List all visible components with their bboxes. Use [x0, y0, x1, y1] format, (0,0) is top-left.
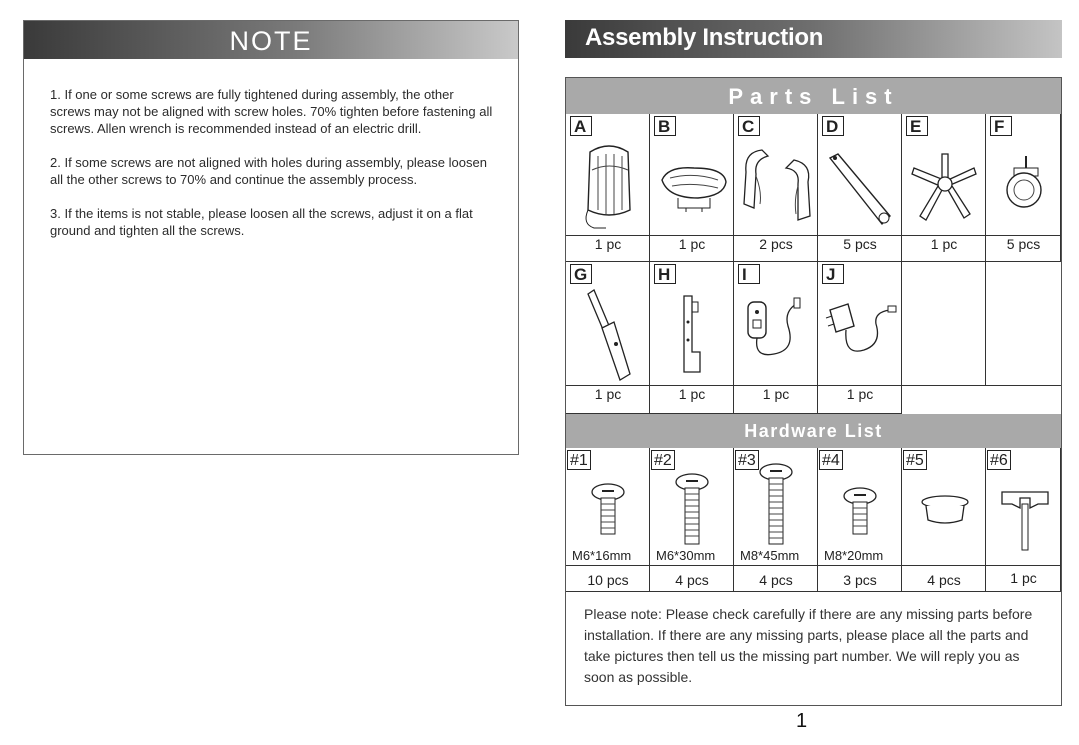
hardware-qty: 1 pc — [1010, 570, 1037, 586]
part-qty: 1 pc — [930, 236, 958, 252]
note-body — [24, 59, 518, 239]
controller-icon — [744, 296, 812, 366]
qty-cell — [650, 566, 734, 592]
allen-wrench-icon — [1000, 486, 1050, 554]
part-cell-a — [566, 114, 650, 252]
parts-panel — [565, 77, 1062, 706]
part-cell-j — [818, 262, 902, 402]
part-cell-e — [902, 114, 986, 252]
long-screw-icon — [758, 462, 794, 548]
part-qty: 5 pcs — [843, 236, 877, 252]
part-qty: 1 pc — [762, 386, 790, 402]
hardware-qty: 10 pcs — [587, 572, 629, 588]
short-screw-icon — [590, 482, 626, 538]
note-item-1: 1. If one or some screws are fully tightened during assembly, the other screws may not be aligned with screw holes. 70% tighten before fastening all screws. Allen wrench is recommended instead of an electric drill. — [50, 87, 493, 136]
assembly-header — [565, 20, 1062, 58]
qty-cell — [566, 566, 650, 592]
note-item-3: 3. If the items is not stable, please loosen all the screws, adjust it on a flat ground and tighten all the screws. — [50, 206, 473, 238]
hardware-number: #5 — [903, 450, 927, 470]
hardware-qty: 4 pcs — [675, 572, 709, 588]
qty-cell — [902, 236, 986, 262]
part-cell-d — [818, 114, 902, 252]
part-cell-b — [650, 114, 734, 252]
medium-screw-icon — [674, 472, 710, 548]
qty-cell — [734, 386, 818, 414]
hardware-cell-3 — [734, 448, 818, 588]
seat-icon — [658, 160, 730, 216]
part-cell-i — [734, 262, 818, 402]
hardware-size: M8*45mm — [740, 548, 800, 563]
page-number: 1 — [796, 710, 808, 732]
bracket-icon — [674, 292, 714, 378]
part-qty: 1 pc — [846, 386, 874, 402]
part-letter: B — [654, 116, 676, 136]
qty-cell — [650, 236, 734, 262]
cap-icon — [920, 494, 970, 526]
part-letter: D — [822, 116, 844, 136]
part-letter: C — [738, 116, 760, 136]
power-adapter-icon — [824, 296, 898, 366]
part-qty: 1 pc — [594, 386, 622, 402]
part-qty: 1 pc — [678, 386, 706, 402]
armrest-icon — [738, 142, 816, 230]
hardware-cell-6 — [986, 448, 1061, 586]
hardware-size: M8*20mm — [824, 548, 884, 563]
hardware-qty: 4 pcs — [927, 572, 961, 588]
part-qty: 2 pcs — [759, 236, 793, 252]
hardware-qty: 4 pcs — [759, 572, 793, 588]
part-letter: I — [738, 264, 760, 284]
empty-cell — [902, 262, 986, 386]
part-qty: 1 pc — [594, 236, 622, 252]
hardware-size: M6*30mm — [656, 548, 716, 563]
part-letter: A — [570, 116, 592, 136]
hardware-qty: 3 pcs — [843, 572, 877, 588]
hardware-size: M6*16mm — [572, 548, 632, 563]
note-item-2: 2. If some screws are not aligned with holes during assembly, please loosen all the other screws to 70% and continue the assembly process. — [50, 155, 487, 187]
part-letter: E — [906, 116, 928, 136]
short-screw-icon — [842, 486, 878, 538]
caster-wheel-icon — [996, 152, 1052, 212]
hardware-cell-1 — [566, 448, 650, 588]
part-cell-g — [566, 262, 650, 402]
assembly-title: Assembly Instruction — [585, 24, 824, 51]
qty-cell — [566, 386, 650, 414]
qty-cell — [566, 236, 650, 262]
qty-cell — [902, 566, 986, 592]
backrest-icon — [576, 140, 642, 232]
qty-cell — [734, 236, 818, 262]
part-cell-f — [986, 114, 1061, 252]
part-letter: H — [654, 264, 676, 284]
hardware-cell-2 — [650, 448, 734, 588]
hardware-list-heading: Hardware List — [566, 414, 1061, 448]
part-qty: 5 pcs — [1006, 236, 1041, 252]
part-qty: 1 pc — [678, 236, 706, 252]
qty-cell — [986, 566, 1061, 592]
part-letter: F — [990, 116, 1012, 136]
note-panel — [23, 20, 519, 455]
hardware-cell-4 — [818, 448, 902, 588]
qty-cell — [986, 236, 1061, 262]
hardware-number: #3 — [735, 450, 759, 470]
gas-lift-icon — [582, 288, 638, 382]
note-title: NOTE — [24, 21, 518, 59]
qty-cell — [818, 566, 902, 592]
hardware-number: #2 — [651, 450, 675, 470]
part-cell-h — [650, 262, 734, 402]
hardware-number: #4 — [819, 450, 843, 470]
hardware-number: #6 — [987, 450, 1011, 470]
part-letter: J — [822, 264, 844, 284]
missing-parts-note: Please note: Please check carefully if there are any missing parts before installation. If there are any missing parts, please place all the parts and take pictures then tell us the missing part number. We will reply you as soon as possible. — [584, 606, 1033, 685]
star-base-icon — [908, 150, 980, 230]
qty-cell — [734, 566, 818, 592]
leg-bar-icon — [826, 150, 896, 230]
empty-cell — [986, 262, 1061, 386]
part-cell-c — [734, 114, 818, 252]
parts-list-heading: Parts List — [566, 78, 1061, 114]
hardware-cell-5 — [902, 448, 986, 588]
qty-cell — [650, 386, 734, 414]
hardware-number: #1 — [567, 450, 591, 470]
part-letter: G — [570, 264, 592, 284]
qty-cell — [818, 236, 902, 262]
qty-cell — [818, 386, 902, 414]
